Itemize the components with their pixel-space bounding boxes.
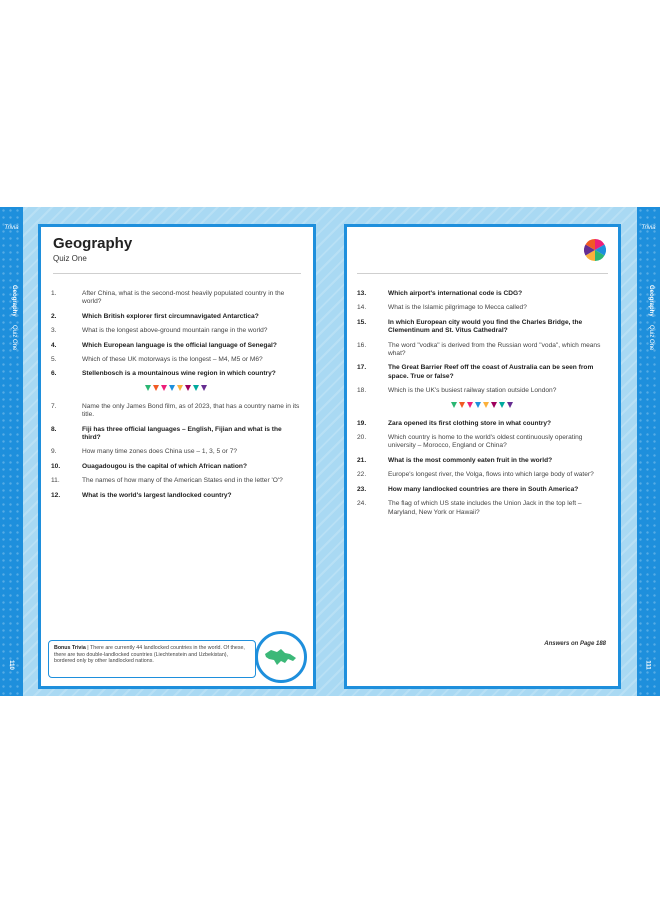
question-text: How many time zones does China use – 1, 3, 5 or 7? [82,448,238,456]
question-item [357,290,606,298]
question-number: 21. [357,456,367,464]
left-page-number: 110 [7,660,14,670]
question-number: 16. [357,341,367,349]
question-item [357,457,606,465]
question-number: 10. [51,462,61,470]
triangle-icon [451,402,457,408]
question-item [51,426,301,443]
question-number: 14. [357,304,367,312]
bonus-label: Bonus Trivia [54,645,86,651]
question-text: How many landlocked countries are there in South America? [388,485,579,493]
left-edge-tab [0,207,23,696]
triangle-icon [161,385,167,391]
question-text: Which airport's international code is CDG? [388,290,523,297]
triangle-icon [153,385,159,391]
triangle-icon [185,385,191,391]
color-wheel-icon [584,239,606,261]
bonus-text: There are currently 44 landlocked countries in the world. Of these, there are two double-landlocked countries (Liechtenstein and Uzbekistan), bordered only by other landlocked nations. [54,645,245,665]
question-item [51,327,301,335]
edge-quiz-label: Quiz One [11,325,17,351]
question-item [51,370,301,378]
question-number: 20. [357,434,367,442]
question-number: 2. [51,312,57,320]
question-text: After China, what is the second-most heavily populated country in the world? [82,290,285,306]
question-list [51,290,301,506]
page-subtitle: Quiz One [53,254,87,263]
right-page [344,224,621,689]
question-text: Which British explorer first circumnavigated Antarctica? [82,312,259,320]
triangle-icon [201,385,207,391]
triangle-icon [475,402,481,408]
question-text: In which European city would you find the Charles Bridge, the Clementinum and St. Vitus Cathedral? [388,318,583,335]
trivia-logo: Trivia [4,225,19,231]
divider [53,273,301,274]
triangle-icon [507,402,513,408]
triangle-icon [459,402,465,408]
question-text: The word "vodka" is derived from the Russian word "voda", which means what? [388,341,601,358]
question-text: Which country is home to the world's oldest continuously operating university – Morocco, England or China? [388,434,583,450]
question-text: Fiji has three official languages – English, Fijian and what is the third? [82,425,282,442]
question-text: Which is the UK's busiest railway station outside London? [388,387,557,395]
question-item [357,471,606,479]
question-number: 5. [51,356,57,364]
question-number: 15. [357,318,367,326]
question-item [357,319,606,336]
uzbekistan-map-icon [263,646,299,668]
question-text: Stellenbosch is a mountainous wine region in which country? [82,370,276,378]
triangle-icon [177,385,183,391]
question-number: 17. [357,364,367,372]
question-number: 4. [51,341,57,349]
question-item [357,434,606,451]
question-number: 22. [357,471,367,479]
question-item [51,356,301,364]
triangle-icon [169,385,175,391]
triangle-icon [193,385,199,391]
question-item [357,387,606,395]
question-item [51,342,301,350]
answers-page-reference: Answers on Page 188 [544,641,606,647]
question-text: Name the only James Bond film, as of 2023, that has a country name in its title. [82,402,300,419]
question-number: 7. [51,402,57,410]
question-text: The Great Barrier Reef off the coast of Australia can be seen from space. True or false? [388,364,594,380]
question-number: 9. [51,448,57,456]
question-text: What is the most commonly eaten fruit in the world? [388,456,553,464]
question-number: 24. [357,500,367,508]
question-number: 13. [357,290,367,297]
page-title: Geography [53,235,133,252]
edge-quiz-label: Quiz One [648,325,654,351]
question-text: What is the longest above-ground mountain range in the world? [82,327,268,335]
bonus-trivia-box: Bonus Trivia | There are currently 44 landlocked countries in the world. Of these, there are two double-landlocked countries (Liechtenstein and Uzbekistan), bordered only by other landlocked nations. [48,640,256,678]
question-number: 1. [51,290,57,297]
question-item [357,304,606,312]
question-text: The names of how many of the American States end in the letter 'O'? [82,477,283,485]
question-number: 23. [357,485,367,493]
question-number: 12. [51,491,61,499]
question-item [357,486,606,494]
triangle-icon [467,402,473,408]
triangle-icon [499,402,505,408]
edge-section-label: Geography [11,285,17,317]
left-page [38,224,316,689]
map-badge [255,631,307,683]
question-number: 8. [51,425,57,433]
triangle-divider [51,385,301,391]
question-item [357,420,606,428]
triangle-icon [491,402,497,408]
question-text: Which of these UK motorways is the longest – M4, M5 or M6? [82,356,263,364]
question-number: 11. [51,477,60,485]
question-text: Zara opened its first clothing store in what country? [388,419,552,427]
question-number: 3. [51,327,57,335]
question-text: Which European language is the official language of Senegal? [82,341,277,349]
question-item [357,500,606,517]
question-item [357,364,606,381]
triangle-divider [357,402,606,408]
question-number: 19. [357,419,367,427]
question-number: 18. [357,387,367,395]
question-text: The flag of which US state includes the Union Jack in the top left – Maryland, New York or Hawaii? [388,500,582,516]
question-item [51,477,301,485]
question-text: What is the Islamic pilgrimage to Mecca called? [388,304,527,312]
divider [357,273,608,274]
triangle-icon [483,402,489,408]
question-text: What is the world's largest landlocked country? [82,491,232,499]
trivia-logo: Trivia [641,225,656,231]
question-text: Ouagadougou is the capital of which African nation? [82,462,247,470]
question-text: Europe's longest river, the Volga, flows into which large body of water? [388,471,594,479]
question-item [51,403,301,420]
question-item [357,342,606,359]
right-edge-tab [637,207,660,696]
question-number: 6. [51,370,57,378]
question-item [51,313,301,321]
right-page-number: 111 [644,660,651,670]
question-item [51,290,301,307]
question-item [51,448,301,456]
triangle-icon [145,385,151,391]
question-item [51,463,301,471]
question-item [51,492,301,500]
question-list [357,290,606,523]
edge-section-label: Geography [648,285,654,317]
